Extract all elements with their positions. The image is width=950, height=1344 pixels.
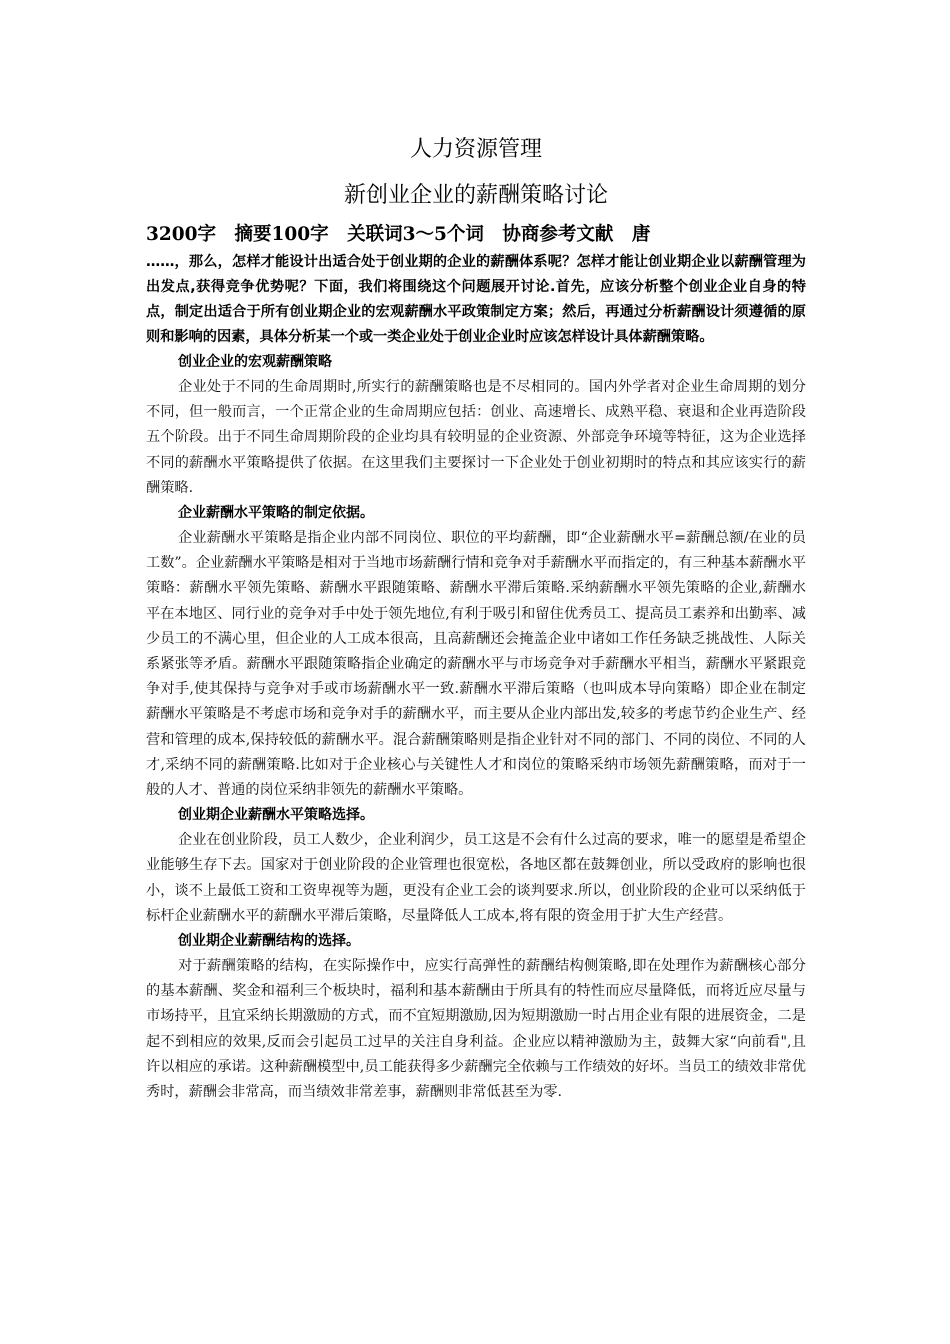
abstract-paragraph: ……，那么，怎样才能设计出适合处于创业期的企业的薪酬体系呢？怎样才能让创业期企业以薪酬管理为出发点,获得竞争优势呢？下面，我们将围绕这个问题展开讨论.首先，应该分析整个创业企业自身的特点，制定出适合于所有创业期企业的宏观薪酬水平政策制定方案；然后，再通过分析薪酬设计须遵循的原则和影响的因素，具体分析某一个或一类企业处于创业企业时应该怎样设计具体薪酬策略。	[146, 254, 806, 345]
section-paragraph-pay-structure: 对于薪酬策略的结构，在实际操作中，应实行高弹性的薪酬结构侧策略,即在处理作为薪酬核心部分的基本薪酬、奖金和福利三个板块时，福利和基本薪酬由于所具有的特性而应尽量降低，而将近应尽量与市场持平，且宜采纳长期激励的方式，而不宜短期激励,因为短期激励一时占用企业有限的进展资金，二是起不到相应的效果,反而会引起员工过早的关注自身利益。企业应以精神激励为主，鼓舞大家“向前看",且许以相应的承诺。这种薪酬模型中,员工能获得多少薪酬完全依赖与工作绩效的好坏。当员工的绩效非常优秀时，薪酬会非常高，而当绩效非常差事，薪酬则非常低甚至为零.	[146, 958, 806, 1101]
requirements-line: 3200字 摘要100字 关联词3～5个词 协商参考文献 唐	[146, 224, 651, 245]
section-paragraph-macro-strategy: 企业处于不同的生命周期时,所实行的薪酬策略也是不尽相同的。国内外学者对企业生命周期的划分不同，但一般而言，一个正常企业的生命周期应包括：创业、高速增长、成熟平稳、衰退和企业再造阶段五个阶段。出于不同生命周期阶段的企业均具有较明显的企业资源、外部竞争环境等特征，这为企业选择不同的薪酬水平策略提供了依据。在这里我们主要探讨一下企业处于创业初期时的特点和其应该实行的薪酬策略.	[146, 379, 806, 496]
section-heading-pay-structure: 创业期企业薪酬结构的选择。	[178, 933, 360, 950]
document-title: 人力资源管理	[409, 137, 542, 162]
section-paragraph-pay-level-basis: 企业薪酬水平策略是指企业内部不同岗位、职位的平均薪酬，即“企业薪酬水平=薪酬总额/在业的员工数”。企业薪酬水平策略是相对于当地市场薪酬行情和竞争对手薪酬水平而指定的，有三种基本薪酬水平策略：薪酬水平领先策略、薪酬水平跟随策略、薪酬水平滞后策略.采纳薪酬水平领先策略的企业,薪酬水平在本地区、同行业的竞争对手中处于领先地位,有利于吸引和留住优秀员工、提高员工素养和出勤率、减少员工的不满心里，但企业的人工成本很高，且高薪酬还会掩盖企业中诸如工作任务缺乏挑战性、人际关系紧张等矛盾。薪酬水平跟随策略指企业确定的薪酬水平与市场竞争对手薪酬水平相当，薪酬水平紧跟竞争对手,使其保持与竞争对手或市场薪酬水平一致.薪酬水平滞后策略（也叫成本导向策略）即企业在制定薪酬水平策略是不考虑市场和竞争对手的薪酬水平，而主要从企业内部出发,较多的考虑节约企业生产、经营和管理的成本,保持较低的薪酬水平。混合薪酬策略则是指企业针对不同的部门、不同的岗位、不同的人才,采纳不同的薪酬策略.比如对于企业核心与关键性人才和岗位的策略采纳市场领先薪酬策略，而对于一般的人才、普通的岗位采纳非领先的薪酬水平策略。	[146, 530, 806, 799]
document-subtitle: 新创业企业的薪酬策略讨论	[343, 183, 608, 208]
document-page	[146, 128, 806, 1105]
section-heading-pay-level-choice: 创业期企业薪酬水平策略选择。	[178, 807, 374, 824]
section-heading-pay-level-basis: 企业薪酬水平策略的制定依据。	[178, 505, 374, 522]
section-heading-macro-strategy: 创业企业的宏观薪酬策略	[178, 354, 332, 370]
section-paragraph-pay-level-choice: 企业在创业阶段，员工人数少，企业利润少，员工这是不会有什么过高的要求，唯一的愿望是希望企业能够生存下去。国家对于创业阶段的企业管理也很宽松，各地区都在鼓舞创业，所以受政府的影响也很小，谈不上最低工资和工资卑视等为题，更没有企业工会的谈判要求.所以，创业阶段的企业可以采纳低于标杆企业薪酬水平的薪酬水平滞后策略，尽量降低人工成本,将有限的资金用于扩大生产经营。	[146, 832, 806, 924]
